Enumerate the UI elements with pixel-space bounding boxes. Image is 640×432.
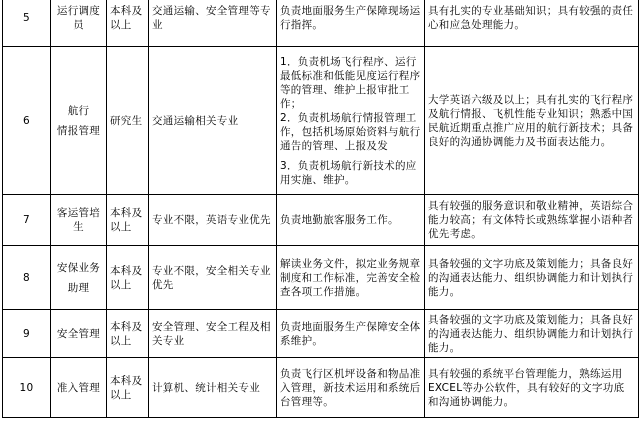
education — [107, 0, 149, 47]
education-line: 以上 — [110, 221, 132, 233]
education-line: 以上 — [110, 334, 132, 347]
education — [107, 246, 149, 310]
requirement: 具有扎实的专业基础知识；具有较强的责任心和应急处理能力。 — [425, 0, 639, 47]
major: 专业不限，安全相关专业优先 — [149, 246, 277, 310]
duty: 负责地勤旅客服务工作。 — [277, 195, 425, 246]
recruitment-table — [2, 0, 639, 418]
table-row — [3, 195, 639, 246]
requirement: 具备较强的文字功底及策划能力；具备良好的沟通表达能力、组织协调能力和计划执行能力。 — [425, 310, 639, 358]
table-row — [3, 310, 639, 358]
post-name-line: 生 — [73, 221, 84, 233]
row-number: 5 — [3, 0, 51, 47]
major: 安全管理、安全工程及相关专业 — [149, 310, 277, 358]
duty-item: 1．负责机场飞行程序、运行最低标准和低能见度运行程序等的管理、维护上报审批工作； — [280, 55, 421, 110]
row-number: 9 — [3, 310, 51, 358]
major: 交通运输、安全管理等专业 — [149, 0, 277, 47]
post-name — [51, 246, 107, 310]
duty: 负责地面服务生产保障现场运行指挥。 — [277, 0, 425, 47]
post-name — [51, 358, 107, 418]
table-row — [3, 246, 639, 310]
post-name-line: 情报管理 — [56, 124, 101, 137]
post-name-line: 客运管培 — [56, 207, 101, 219]
duty: 负责地面服务生产保障安全体系维护。 — [277, 310, 425, 358]
post-name-line: 运行调度 — [56, 4, 101, 17]
post-name-line: 航行 — [67, 104, 90, 117]
education-line: 本科及 — [110, 4, 143, 17]
post-name — [51, 47, 107, 195]
post-name — [51, 310, 107, 358]
duty-item: 3．负责机场航行新技术的应用实施、维护。 — [280, 159, 417, 186]
education — [107, 47, 149, 195]
table-row — [3, 358, 639, 418]
row-number: 8 — [3, 246, 51, 310]
duty: 解读业务文件，拟定业务规章制度和工作标准，完善安全检查各项工作措施。 — [277, 246, 425, 310]
post-name-line: 助理 — [67, 281, 90, 294]
major: 专业不限，英语专业优先 — [149, 195, 277, 246]
education-line: 本科及 — [110, 374, 143, 387]
major: 交通运输相关专业 — [149, 47, 277, 195]
post-name — [51, 195, 107, 246]
education — [107, 195, 149, 246]
education-line: 以上 — [110, 388, 132, 401]
post-name-line: 安保业务 — [56, 261, 101, 274]
education-line: 本科及 — [110, 207, 143, 219]
requirement: 具备较强的文字功底及策划能力；具备良好的沟通表达能力、组织协调能力和计划执行能力。 — [425, 246, 639, 310]
requirement: 具有较强的服务意识和敬业精神，英语综合能力较高；有文体特长或熟练掌握小语种者优先考虑。 — [425, 195, 639, 246]
post-name-line: 员 — [73, 18, 84, 31]
education — [107, 358, 149, 418]
post-name-line: 准入管理 — [56, 381, 101, 394]
requirement: 具有较强的系统平台管理能力，熟练运用EXCEL等办公软件，具有较好的文字功底和沟通协调能力。 — [425, 358, 639, 418]
row-number: 7 — [3, 195, 51, 246]
table-row — [3, 0, 639, 47]
post-name-line: 安全管理 — [56, 327, 101, 340]
post-name — [51, 0, 107, 47]
education-line: 以上 — [110, 18, 132, 31]
education-line: 本科及 — [110, 264, 143, 277]
duty: 负责飞行区机坪设备和物品准入管理，新技术运用和系统后台管理等。 — [277, 358, 425, 418]
row-number: 10 — [3, 358, 51, 418]
table-row — [3, 47, 639, 195]
duty — [277, 47, 425, 195]
requirement: 大学英语六级及以上；具有扎实的飞行程序及航行情报、飞机性能专业知识；熟悉中国民航近期重点推广应用的航行新技术；具备良好的沟通协调能力及书面表达能力。 — [425, 47, 639, 195]
education — [107, 310, 149, 358]
row-number: 6 — [3, 47, 51, 195]
major: 计算机、统计相关专业 — [149, 358, 277, 418]
education-line: 研究生 — [110, 114, 143, 127]
education-line: 本科及 — [110, 320, 143, 333]
duty-item: 2．负责机场航行情报管理工作，包括机场原始资料与航行通告的管理、上报及发 — [280, 111, 421, 152]
education-line: 以上 — [110, 278, 132, 291]
